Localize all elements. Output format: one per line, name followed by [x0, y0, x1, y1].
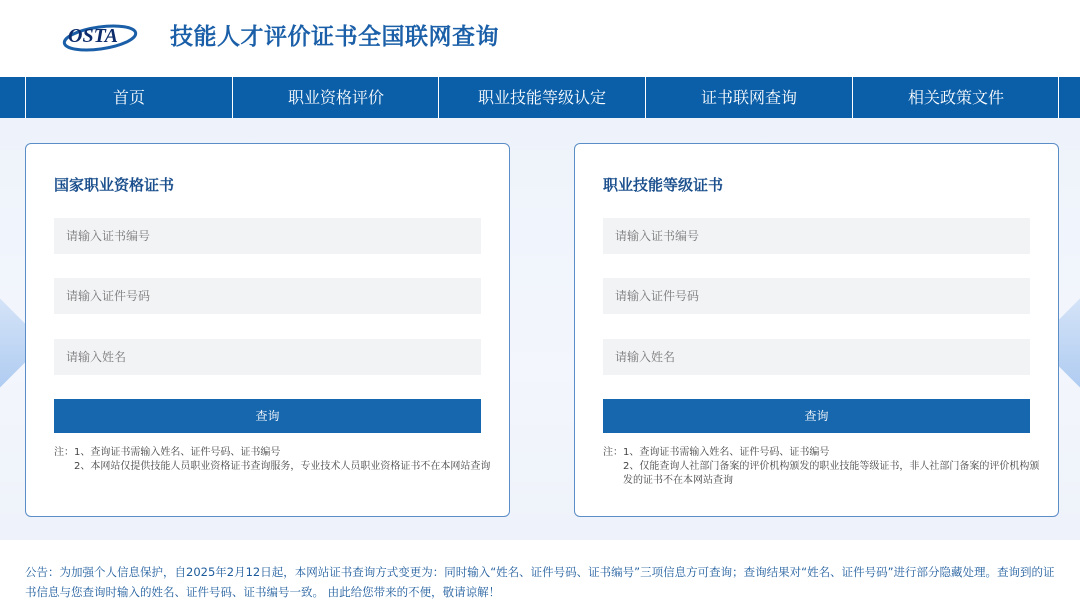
nav-item-certificate-query[interactable]: 证书联网查询 — [645, 77, 852, 118]
id-number-input[interactable] — [603, 278, 1030, 314]
announcement-notice: 公告：为加强个人信息保护，自2025年2月12日起，本网站证书查询方式变更为：同时输入“姓名、证件号码、证书编号”三项信息方可查询；查询结果对“姓名、证件号码”进行部分隐藏处理。查询到的证书信息与您查询时输入的姓名、证件号码、证书编号一致。 由此给您带来的不便，敬请谅解！ — [25, 565, 1055, 599]
qualification-certificate-card — [25, 143, 510, 517]
nav-divider — [1058, 77, 1059, 118]
main-nav — [0, 77, 1080, 118]
note-line: 2、仅能查询人社部门备案的评价机构颁发的职业技能等级证书，非人社部门备案的评价机构颁发的证书不在本网站查询 — [623, 461, 1040, 486]
osta-logo-icon — [60, 14, 162, 54]
card-note — [54, 446, 494, 474]
site-title: 技能人才评价证书全国联网查询 — [170, 24, 499, 50]
name-input[interactable] — [54, 339, 481, 375]
site-header — [0, 0, 1080, 77]
certificate-number-input[interactable] — [54, 218, 481, 254]
note-line: 注：1、查询证书需输入姓名、证件号码、证书编号 — [54, 447, 281, 458]
query-button[interactable]: 查询 — [54, 399, 481, 433]
certificate-number-input[interactable] — [603, 218, 1030, 254]
nav-item-home[interactable]: 首页 — [25, 77, 232, 118]
skill-level-certificate-card — [574, 143, 1059, 517]
svg-text:OSTA: OSTA — [68, 25, 119, 47]
card-note — [603, 446, 1043, 488]
note-line: 注：1、查询证书需输入姓名、证件号码、证书编号 — [603, 447, 830, 458]
nav-item-skill-level[interactable]: 职业技能等级认定 — [438, 77, 645, 118]
query-button[interactable]: 查询 — [603, 399, 1030, 433]
nav-item-vocational-qualification[interactable]: 职业资格评价 — [232, 77, 439, 118]
card-title: 职业技能等级证书 — [603, 176, 724, 194]
card-title: 国家职业资格证书 — [54, 176, 175, 194]
note-line: 2、本网站仅提供技能人员职业资格证书查询服务，专业技术人员职业资格证书不在本网站查询 — [74, 461, 491, 472]
nav-item-policy-docs[interactable]: 相关政策文件 — [852, 77, 1059, 118]
name-input[interactable] — [603, 339, 1030, 375]
osta-logo[interactable] — [60, 14, 162, 54]
id-number-input[interactable] — [54, 278, 481, 314]
